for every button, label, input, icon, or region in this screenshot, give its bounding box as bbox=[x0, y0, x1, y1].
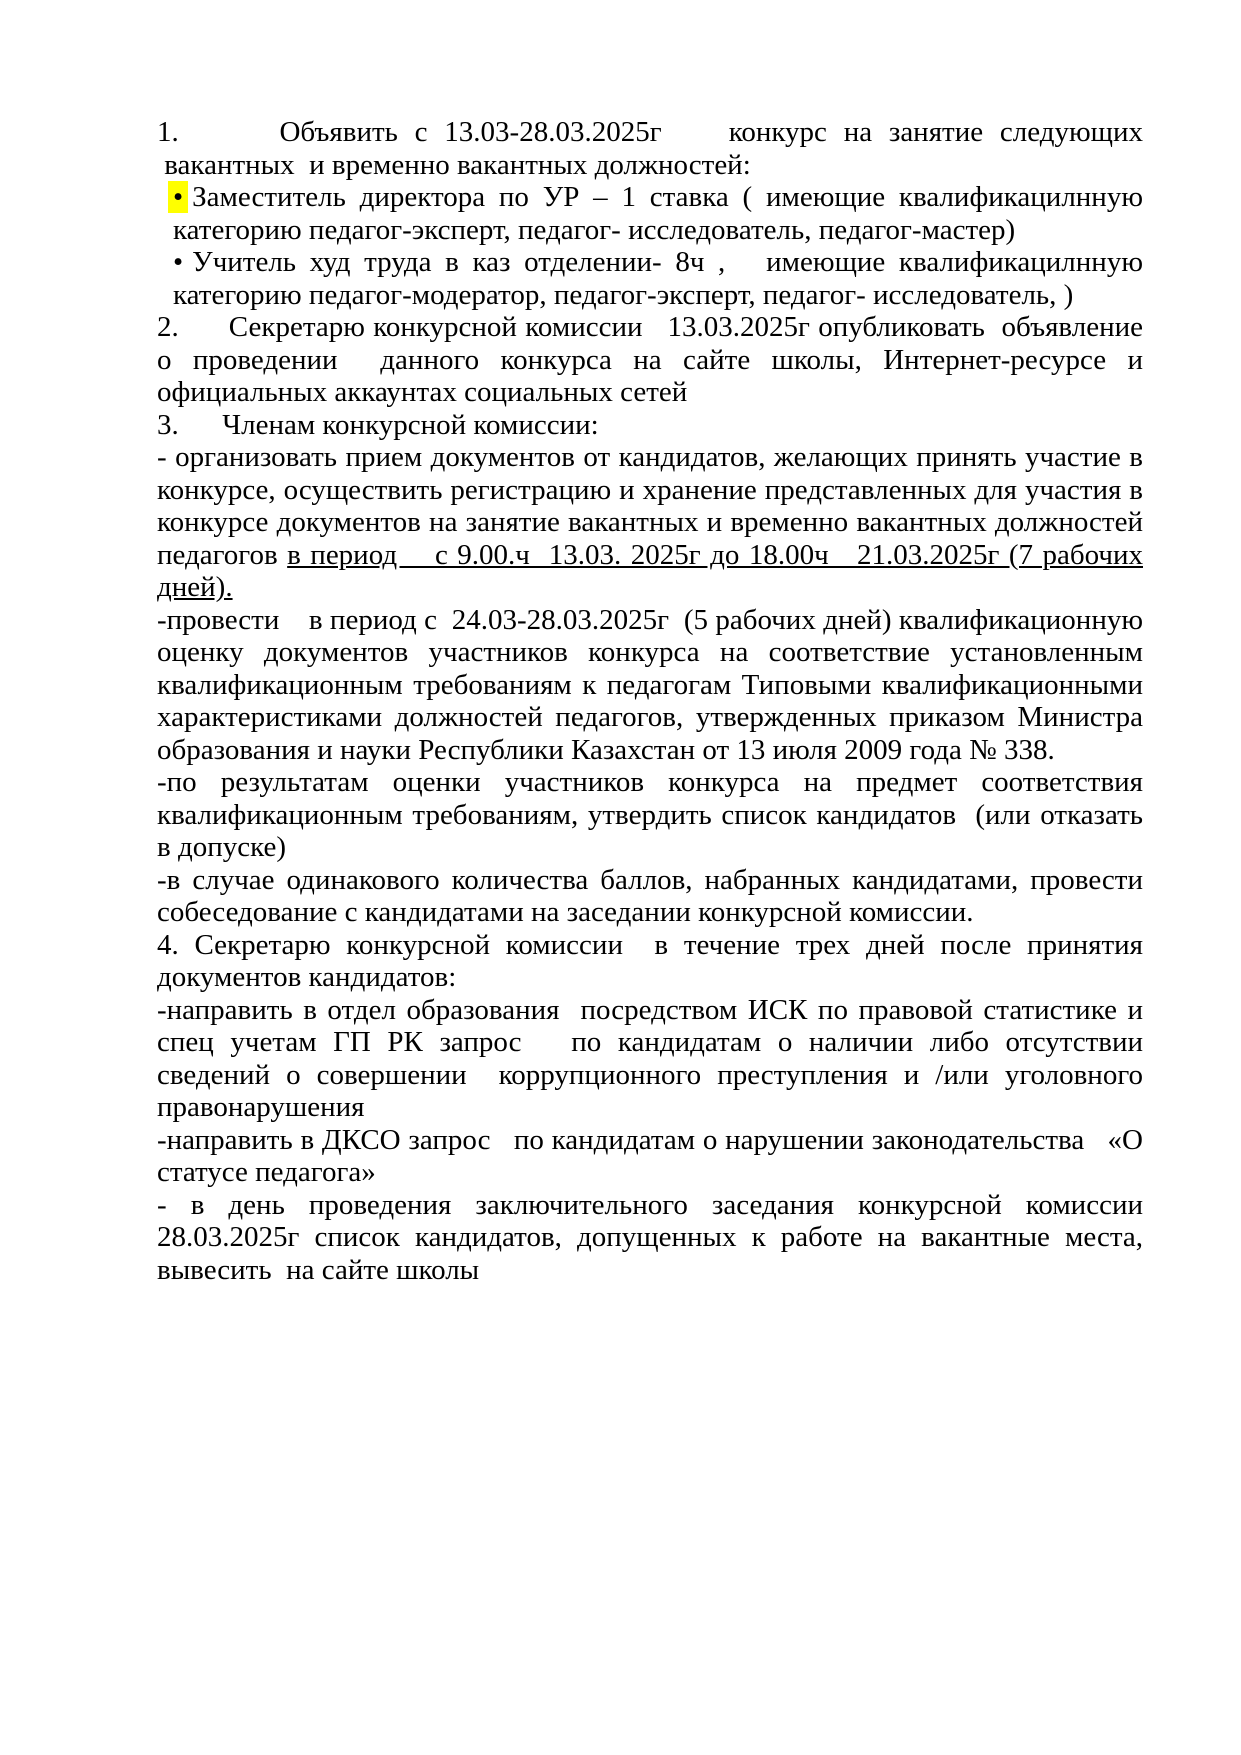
underlined-period-text: в период с 9.00.ч 13.03. 2025г до 18.00ч 21.03.2025г (7 рабочих дней). bbox=[157, 538, 1143, 603]
dash-item-request-dkso: -направить в ДКСО запрос по кандидатам о нарушении законодательства «О статусе педагога» bbox=[157, 1123, 1143, 1188]
bullet-icon: • bbox=[173, 246, 184, 278]
highlighted-bullet-icon: • bbox=[168, 181, 188, 213]
dash-item-plain-text: - организовать прием документов от кандидатов, желающих принять участие в конкурсе, осуществить регистрацию и хранение представленных для участия в конкурсе документов на занятие вакантных и временно вакантных должностей педагогов bbox=[157, 441, 1143, 571]
bullet-item-2-text: Учитель худ труда в каз отделении- 8ч , имеющие квалификацилнную категорию педагог-модератор, педагог-эксперт, педагог- исследователь, ) bbox=[173, 246, 1143, 311]
dash-item-equal-scores-interview: -в случае одинакового количества баллов, набранных кандидатами, провести собеседование с кандидатами на заседании конкурсной комиссии. bbox=[157, 863, 1143, 928]
dash-item-request-education-department: -направить в отдел образования посредством ИСК по правовой статистике и спец учетам ГП РК запрос по кандидатам о наличии либо отсутствии сведений о совершении коррупционного преступления и /или уголовного правонарушения bbox=[157, 993, 1143, 1123]
dash-item-publish-final-list: - в день проведения заключительного заседания конкурсной комиссии 28.03.2025г список кандидатов, допущенных к работе на вакантные места, вывесить на сайте школы bbox=[157, 1188, 1143, 1286]
dash-item-qualification-review: -провести в период с 24.03-28.03.2025г (5 рабочих дней) квалификационную оценку документов участников конкурса на соответствие установленным квалификационным требованиям к педагогам Типовыми квалификационными характеристиками должностей педагогов, утвержденных приказом Министра образования и науки Республики Казахстан от 13 июля 2009 года № 338. bbox=[157, 603, 1143, 766]
bullet-item-1-text: Заместитель директора по УР – 1 ставка ( имеющие квалификацилнную категорию педагог-эксперт, педагог- исследователь, педагог-мастер) bbox=[173, 181, 1143, 246]
paragraph-numbered-1: 1. Объявить с 13.03-28.03.2025г конкурс на занятие следующих вакантных и временно вакантных должностей: bbox=[157, 116, 1143, 181]
dash-item-approve-candidate-list: -по результатам оценки участников конкурса на предмет соответствия квалификационным требованиям, утвердить список кандидатов (или отказать в допуске) bbox=[157, 766, 1143, 863]
bullet-item-1 bbox=[173, 181, 1143, 246]
paragraph-numbered-4: 4. Секретарю конкурсной комиссии в течение трех дней после принятия документов кандидатов: bbox=[157, 928, 1143, 993]
dash-item-organize-documents bbox=[157, 441, 1143, 604]
bullet-item-2 bbox=[173, 246, 1143, 311]
paragraph-numbered-2: 2. Секретарю конкурсной комиссии 13.03.2025г опубликовать объявление о проведении данного конкурса на сайте школы, Интернет-ресурсе и официальных аккаунтах социальных сетей bbox=[157, 311, 1143, 408]
paragraph-numbered-3: 3. Членам конкурсной комиссии: bbox=[157, 408, 599, 441]
